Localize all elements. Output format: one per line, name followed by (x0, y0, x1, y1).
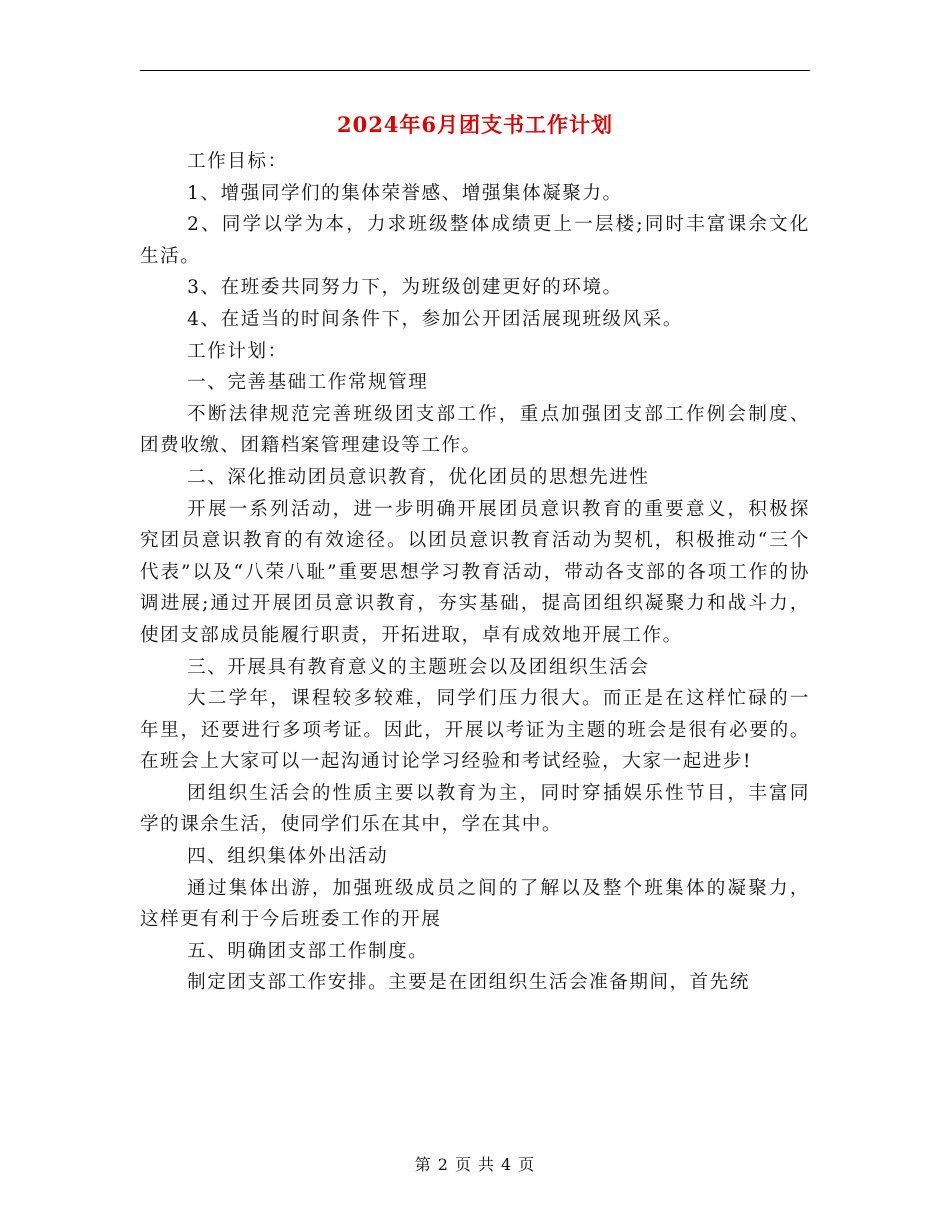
header-rule (140, 70, 810, 71)
footer-prefix: 第 (414, 1155, 432, 1174)
section-heading-2: 二、深化推动团员意识教育，优化团员的思想先进性 (187, 466, 650, 488)
section-body-4: 通过集体出游，加强班级成员之间的了解以及整个班集体的凝聚力，这样更有利于今后班委工作的开展 (140, 877, 810, 931)
paragraph-goal-1: 1、增强同学们的集体荣誉感、增强集体凝聚力。 (187, 182, 623, 204)
section-body-5: 制定团支部工作安排。主要是在团组织生活会准备期间，首先统 (187, 972, 750, 994)
paragraph-goal-2: 2、同学以学为本，力求班级整体成绩更上一层楼;同时丰富课余文化生活。 (140, 214, 810, 267)
footer-page-word: 页 (454, 1155, 472, 1174)
section-heading-3: 三、开展具有教育意义的主题班会以及团组织生活会 (187, 656, 650, 678)
paragraph-goal-3: 3、在班委共同努力下，为班级创建更好的环境。 (187, 277, 623, 299)
footer-current-page: 2 (437, 1155, 449, 1174)
footer-suffix: 页 (518, 1155, 536, 1174)
paragraph-plan-heading: 工作计划： (187, 340, 288, 362)
footer-total-pages: 4 (501, 1155, 513, 1174)
section-body-1: 不断法律规范完善班级团支部工作，重点加强团支部工作例会制度、团费收缴、团籍档案管理建设等工作。 (140, 403, 810, 457)
document-body (140, 146, 810, 999)
paragraph-goals-heading: 工作目标： (187, 151, 288, 172)
section-body-3a: 大二学年，课程较多较难，同学们压力很大。而正是在这样忙碌的一年里，还要进行多项考证。因此，开展以考证为主题的班会是很有必要的。在班会上大家可以一起沟通讨论学习经验和考试经验，大家一起进步! (140, 688, 810, 773)
section-heading-5: 五、明确团支部工作制度。 (187, 940, 429, 962)
page-footer (0, 1152, 950, 1175)
section-heading-1: 一、完善基础工作常规管理 (187, 372, 429, 394)
document-title: 2024年6月团支书工作计划 (336, 112, 614, 137)
footer-total-word: 共 (478, 1155, 496, 1174)
paragraph-goal-4: 4、在适当的时间条件下，参加公开团活展现班级风采。 (187, 308, 683, 330)
section-heading-4: 四、组织集体外出活动 (187, 846, 389, 868)
section-body-2: 开展一系列活动，进一步明确开展团员意识教育的重要意义，积极探究团员意识教育的有效途径。以团员意识教育活动为契机，积极推动“三个代表”以及“八荣八耻”重要思想学习教育活动，带动各支部的各项工作的协调进展;通过开展团员意识教育，夯实基础，提高团组织凝聚力和战斗力，使团支部成员能履行职责，开拓进取，卓有成效地开展工作。 (140, 498, 810, 646)
section-body-3b: 团组织生活会的性质主要以教育为主，同时穿插娱乐性节目，丰富同学的课余生活，使同学们乐在其中，学在其中。 (140, 782, 810, 836)
